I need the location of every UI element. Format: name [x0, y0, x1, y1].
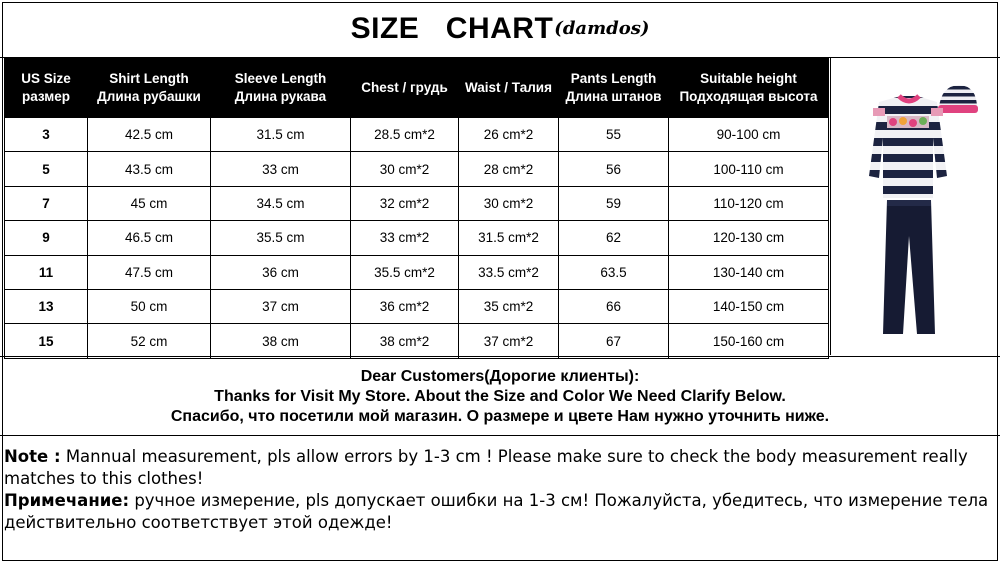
- cell-pants-length: 59: [559, 186, 669, 220]
- header-row: [5, 59, 829, 118]
- cell-sleeve-length: 33 cm: [211, 152, 351, 186]
- greeting: Dear Customers(Дорогие клиенты):: [360, 368, 640, 385]
- cell-waist: 37 cm*2: [459, 324, 559, 358]
- pants-icon: [883, 200, 935, 334]
- cell-waist: 35 cm*2: [459, 289, 559, 323]
- cell-shirt-length: 46.5 cm: [88, 221, 211, 255]
- cell-chest: 32 cm*2: [351, 186, 459, 220]
- customer-message: [0, 356, 1000, 436]
- cell-pants-length: 67: [559, 324, 669, 358]
- cell-height: 130-140 cm: [669, 255, 829, 289]
- cell-shirt-length: 47.5 cm: [88, 255, 211, 289]
- cell-waist: 33.5 cm*2: [459, 255, 559, 289]
- cell-height: 120-130 cm: [669, 221, 829, 255]
- brand-name: (damdos): [554, 18, 650, 39]
- cell-size: 3: [5, 118, 88, 152]
- cell-height: 100-110 cm: [669, 152, 829, 186]
- cell-sleeve-length: 31.5 cm: [211, 118, 351, 152]
- hat-icon: [938, 85, 978, 113]
- cell-size: 15: [5, 324, 88, 358]
- note-text: Mannual measurement, pls allow errors by 1-3 cm ! Please make sure to check the body measurement really matches to this clothes!: [4, 447, 968, 488]
- cell-pants-length: 62: [559, 221, 669, 255]
- cell-pants-length: 63.5: [559, 255, 669, 289]
- cell-waist: 31.5 cm*2: [459, 221, 559, 255]
- header-shirt-length: Shirt Length Длина рубашки: [88, 59, 211, 118]
- thanks-english: Thanks for Visit My Store. About the Size and Color We Need Clarify Below.: [214, 388, 786, 405]
- cell-chest: 35.5 cm*2: [351, 255, 459, 289]
- cell-chest: 28.5 cm*2: [351, 118, 459, 152]
- table-row: [5, 221, 829, 255]
- cell-shirt-length: 50 cm: [88, 289, 211, 323]
- title-text: SIZE CHART: [350, 11, 554, 45]
- header-pants-length: Pants Length Длина штанов: [559, 59, 669, 118]
- cell-waist: 26 cm*2: [459, 118, 559, 152]
- note-russian: [4, 490, 994, 534]
- cell-sleeve-length: 36 cm: [211, 255, 351, 289]
- cell-sleeve-length: 34.5 cm: [211, 186, 351, 220]
- note-label: Note :: [4, 447, 61, 466]
- note-english: [4, 446, 994, 490]
- cell-shirt-length: 45 cm: [88, 186, 211, 220]
- cell-pants-length: 55: [559, 118, 669, 152]
- cell-height: 150-160 cm: [669, 324, 829, 358]
- table-row: [5, 186, 829, 220]
- size-chart-title: [0, 0, 1000, 58]
- cell-height: 90-100 cm: [669, 118, 829, 152]
- header-sleeve-length: Sleeve Length Длина рукава: [211, 59, 351, 118]
- cell-sleeve-length: 35.5 cm: [211, 221, 351, 255]
- cell-size: 9: [5, 221, 88, 255]
- header-us-size: US Size размер: [5, 59, 88, 118]
- note-label-ru: Примечание:: [4, 491, 130, 510]
- measurement-notes: [4, 446, 994, 534]
- cell-size: 13: [5, 289, 88, 323]
- table-row: [5, 289, 829, 323]
- cell-waist: 30 cm*2: [459, 186, 559, 220]
- cell-height: 110-120 cm: [669, 186, 829, 220]
- shirt-icon: [869, 96, 947, 198]
- cell-shirt-length: 42.5 cm: [88, 118, 211, 152]
- table-row: [5, 118, 829, 152]
- cell-chest: 38 cm*2: [351, 324, 459, 358]
- thanks-russian: Спасибо, что посетили мой магазин. О размере и цвете Нам нужно уточнить ниже.: [170, 408, 830, 425]
- header-chest: Chest / грудь: [351, 59, 459, 118]
- cell-chest: 36 cm*2: [351, 289, 459, 323]
- striped-outfit-illustration: [831, 58, 998, 355]
- cell-pants-length: 66: [559, 289, 669, 323]
- cell-waist: 28 cm*2: [459, 152, 559, 186]
- cell-sleeve-length: 38 cm: [211, 324, 351, 358]
- cell-size: 11: [5, 255, 88, 289]
- product-photo: [830, 58, 998, 355]
- table-row: [5, 324, 829, 358]
- cell-size: 5: [5, 152, 88, 186]
- cell-shirt-length: 43.5 cm: [88, 152, 211, 186]
- table-row: [5, 152, 829, 186]
- header-waist: Waist / Талия: [459, 59, 559, 118]
- header-suitable-height: Suitable height Подходящая высота: [669, 59, 829, 118]
- cell-sleeve-length: 37 cm: [211, 289, 351, 323]
- cell-pants-length: 56: [559, 152, 669, 186]
- cell-size: 7: [5, 186, 88, 220]
- cell-height: 140-150 cm: [669, 289, 829, 323]
- table-row: [5, 255, 829, 289]
- cell-chest: 33 cm*2: [351, 221, 459, 255]
- size-table: [4, 58, 829, 359]
- cell-shirt-length: 52 cm: [88, 324, 211, 358]
- cell-chest: 30 cm*2: [351, 152, 459, 186]
- note-text-ru: ручное измерение, pls допускает ошибки на 1-3 см! Пожалуйста, убедитесь, что измерение тела действительно соответствует этой одежде!: [4, 491, 989, 532]
